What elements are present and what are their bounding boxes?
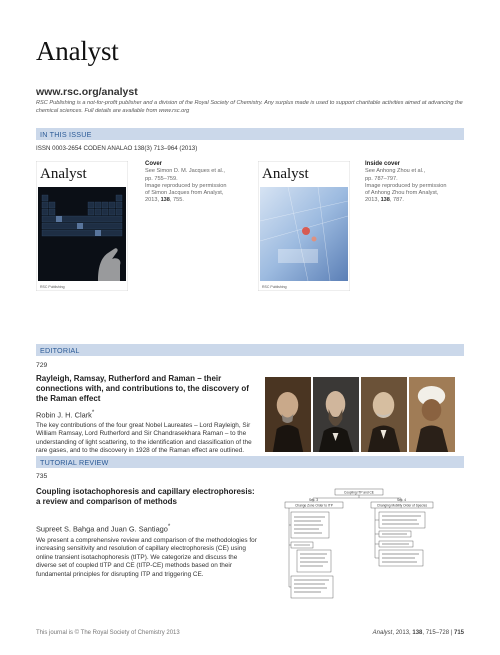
journal-masthead: Analyst — [36, 36, 119, 66]
cover-heading: Cover — [145, 161, 163, 167]
diagram-right-head: Changing Mobility Order of Species — [376, 503, 428, 508]
editorial-authors: Robin J. H. Clark* — [36, 409, 95, 420]
footer-copyright: This journal is © The Royal Society of Chemistry 2013 — [36, 630, 180, 636]
graphical-abstract-diagram — [283, 488, 438, 600]
portrait-ramsay — [313, 377, 359, 452]
issn-line: ISSN 0003-2654 CODEN ANALAO 138(3) 713–964 (2013) — [36, 145, 198, 152]
inside-cover-line-4: of Anhong Zhou from Analyst, — [365, 190, 439, 197]
section-label: IN THIS ISSUE — [40, 129, 92, 139]
laureate-portraits — [265, 377, 455, 452]
tutorial-title[interactable]: Coupling isotachophoresis and capillary electrophoresis: a review and comparison of methods — [36, 487, 255, 506]
cover-publisher: RSC Publishing — [40, 285, 65, 289]
section-label: EDITORIAL — [40, 345, 80, 355]
publisher-notice: RSC Publishing is a not-for-profit publisher and a division of the Royal Society of Chemistry. Any surplus made is used to support charitable activities aimed at advancing the chemical sciences. Full details are available from www.rsc.org — [36, 100, 463, 114]
page-footer — [36, 630, 464, 636]
inside-cover-line-2: pp. 787–797. — [365, 175, 398, 182]
inside-cover-heading: Inside cover — [365, 161, 401, 167]
portrait-rutherford — [361, 377, 407, 452]
svg-text:Sec. 4: Sec. 4 — [397, 498, 407, 502]
cover-line-3: Image reproduced by permission — [145, 182, 227, 189]
section-label: TUTORIAL REVIEW — [40, 457, 109, 467]
portrait-raman — [409, 377, 455, 452]
section-bar-editorial — [36, 344, 464, 356]
inside-cover-image — [258, 161, 350, 291]
tutorial-abstract: We present a comprehensive review and comparison of the methodologies for increasing sensitivity and resolution of capillary electrophoresis (CE) using online transient isotachophoresis (tITP). We categorize and discuss the diverse set of coupled tITP and CE (tITP-CE) methods based on their fundamental principles for disrupting ITP and triggering CE. — [36, 537, 257, 578]
section-bar-in-this-issue — [36, 128, 464, 140]
cover-line-1: See Simon D. M. Jacques et al., — [145, 168, 225, 175]
inside-cover-title: Analyst — [262, 166, 309, 182]
cover-line-4: of Simon Jacques from Analyst, — [145, 190, 224, 197]
editorial-title[interactable]: Rayleigh, Ramsay, Rutherford and Raman – their connections with, and contributions to, the discovery of the Raman effect — [36, 374, 249, 403]
diagram-root: Coupling ITP and CE — [344, 490, 374, 495]
cover-caption: Cover See Simon D. M. Jacques et al., pp. 755–759. Image reproduced by permission of Simon Jacques from Analyst, 2013, 138, 755. — [145, 161, 255, 205]
section-bar-tutorial-review — [36, 456, 464, 468]
footer-citation: Analyst, 2013, 138, 715–728 | 715 — [372, 630, 464, 636]
cover-image — [36, 161, 128, 291]
cover-title: Analyst — [40, 166, 87, 182]
svg-text:Sec. 3: Sec. 3 — [309, 498, 319, 502]
cover-line-2: pp. 755–759. — [145, 175, 178, 182]
inside-cover-publisher: RSC Publishing — [262, 285, 287, 289]
inside-cover-line-1: See Anhong Zhou et al., — [365, 168, 426, 175]
footer-page-number: 715 — [453, 630, 464, 636]
journal-url[interactable]: www.rsc.org/analyst — [36, 86, 138, 98]
portrait-rayleigh — [265, 377, 311, 452]
tutorial-authors: Supreet S. Bahga and Juan G. Santiago* — [36, 523, 171, 534]
editorial-abstract: The key contributions of the four great Nobel Laureates – Lord Rayleigh, Sir William Ramsay, Lord Rutherford and Sir Chandrasekhara Raman – to the understanding of light scattering, to the identification and classification of the rare gases, and to the discovery in 1928 of the Raman effect are outlined. — [36, 422, 252, 455]
tutorial-page-number: 735 — [36, 473, 48, 480]
inside-cover-caption: Inside cover See Anhong Zhou et al., pp. 787–797. Image reproduced by permission of Anhong Zhou from Analyst, 2013, 138, 787. — [365, 161, 475, 205]
inside-cover-line-3: Image reproduced by permission — [365, 182, 447, 189]
diagram-left-head: Change Zone Order to ITP — [295, 503, 333, 508]
editorial-page-number: 729 — [36, 362, 48, 369]
